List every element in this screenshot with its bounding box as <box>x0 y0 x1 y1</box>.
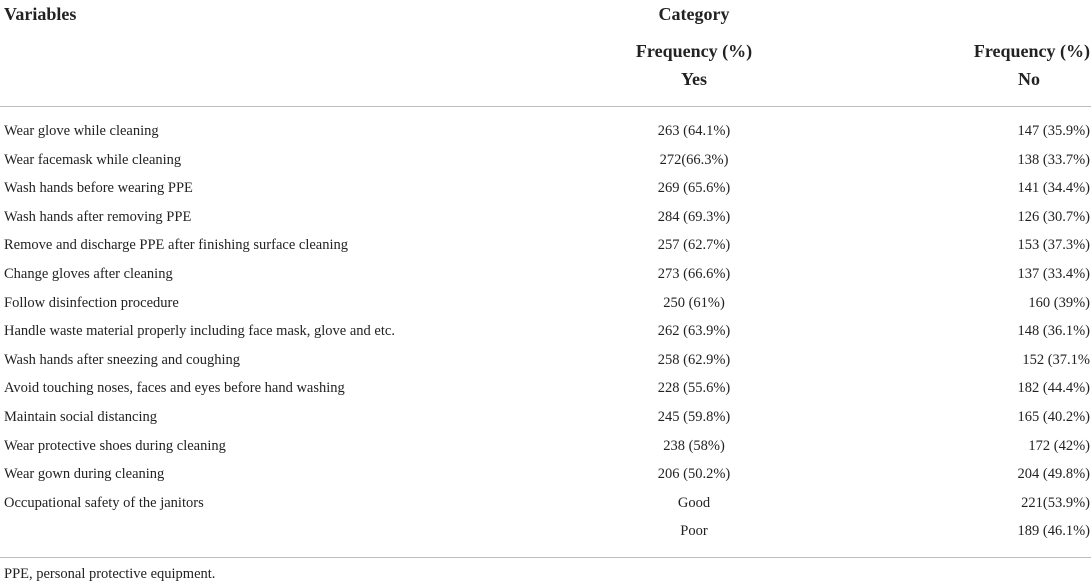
frequency-yes-cell: Poor <box>680 523 708 540</box>
table-row <box>0 260 1091 289</box>
variable-cell: Change gloves after cleaning <box>4 265 173 282</box>
table-body <box>0 117 1091 546</box>
frequency-yes-cell: 238 (58%) <box>663 437 725 454</box>
frequency-no-cell: 152 (37.1% <box>1022 351 1090 368</box>
frequency-yes-cell: 228 (55.6%) <box>657 380 731 397</box>
frequency-no-cell: 204 (49.8%) <box>1017 466 1090 483</box>
subheader-yes-label: Yes <box>681 69 707 89</box>
frequency-yes-cell: 206 (50.2%) <box>657 466 731 483</box>
variable-cell: Avoid touching noses, faces and eyes before hand washing <box>4 380 345 397</box>
frequency-yes-cell: 273 (66.6%) <box>657 265 731 282</box>
frequency-no-cell: 153 (37.3%) <box>1017 237 1090 254</box>
frequency-no-cell: 165 (40.2%) <box>1017 408 1090 425</box>
frequency-yes-cell: 257 (62.7%) <box>657 237 731 254</box>
table-bottom-rule <box>0 557 1091 558</box>
column-header-variables: Variables <box>4 4 77 24</box>
table-row <box>0 403 1091 432</box>
subheader-no-label: No <box>1018 69 1040 89</box>
variable-cell: Wash hands before wearing PPE <box>4 180 193 197</box>
frequency-no-cell: 138 (33.7%) <box>1017 151 1090 168</box>
variable-cell: Follow disinfection procedure <box>4 294 179 311</box>
frequency-yes-cell: Good <box>677 494 711 511</box>
table-row <box>0 432 1091 461</box>
variable-cell: Remove and discharge PPE after finishing surface cleaning <box>4 237 348 254</box>
table-row <box>0 346 1091 375</box>
table-row <box>0 374 1091 403</box>
frequency-no-cell: 172 (42%) <box>1028 437 1090 454</box>
frequency-yes-cell: 258 (62.9%) <box>657 351 731 368</box>
table-row <box>0 489 1091 518</box>
frequency-yes-cell: 284 (69.3%) <box>657 208 731 225</box>
table-row <box>0 517 1091 546</box>
frequency-no-cell: 137 (33.4%) <box>1017 265 1090 282</box>
frequency-no-cell: 221(53.9%) <box>1021 494 1090 511</box>
table-row <box>0 203 1091 232</box>
variable-cell: Handle waste material properly including face mask, glove and etc. <box>4 323 395 340</box>
frequency-no-cell: 126 (30.7%) <box>1017 208 1090 225</box>
frequency-yes-cell: 245 (59.8%) <box>657 408 731 425</box>
variable-cell: Wear glove while cleaning <box>4 123 159 139</box>
table-row <box>0 317 1091 346</box>
frequency-no-cell: 141 (34.4%) <box>1017 180 1090 197</box>
variable-cell: Wear facemask while cleaning <box>4 151 182 168</box>
variable-cell: Wash hands after removing PPE <box>4 208 192 225</box>
table-row <box>0 174 1091 203</box>
frequency-yes-cell: 272(66.3%) <box>659 151 729 168</box>
frequency-no-cell: 189 (46.1%) <box>1017 523 1090 540</box>
variable-cell: Maintain social distancing <box>4 408 158 425</box>
frequency-yes-cell: 262 (63.9%) <box>657 323 731 340</box>
subheader-no <box>784 37 1090 93</box>
table-row <box>0 146 1091 175</box>
variable-cell: Wash hands after sneezing and coughing <box>4 351 240 368</box>
table-row <box>0 117 1091 146</box>
frequency-yes-cell: 269 (65.6%) <box>657 180 731 197</box>
variable-cell: Wear gown during cleaning <box>4 466 165 483</box>
frequency-no-cell: 148 (36.1%) <box>1017 323 1090 340</box>
table-row <box>0 231 1091 260</box>
table-row <box>0 460 1091 489</box>
subheader-no-frequency: Frequency (%) <box>973 41 1090 61</box>
frequency-no-cell: 147 (35.9%) <box>1017 123 1090 139</box>
frequency-yes-cell: 250 (61%) <box>663 294 725 311</box>
variable-cell: Occupational safety of the janitors <box>4 494 204 511</box>
frequency-yes-cell: 263 (64.1%) <box>657 123 731 139</box>
column-header-category: Category <box>658 4 730 24</box>
frequency-no-cell: 160 (39%) <box>1028 294 1090 311</box>
subheader-yes-frequency: Frequency (%) <box>635 41 753 61</box>
variable-cell: Wear protective shoes during cleaning <box>4 437 226 454</box>
table-footnote: PPE, personal protective equipment. <box>4 566 216 582</box>
table-row <box>0 289 1091 318</box>
header-rule <box>0 106 1091 107</box>
frequency-no-cell: 182 (44.4%) <box>1017 380 1090 397</box>
